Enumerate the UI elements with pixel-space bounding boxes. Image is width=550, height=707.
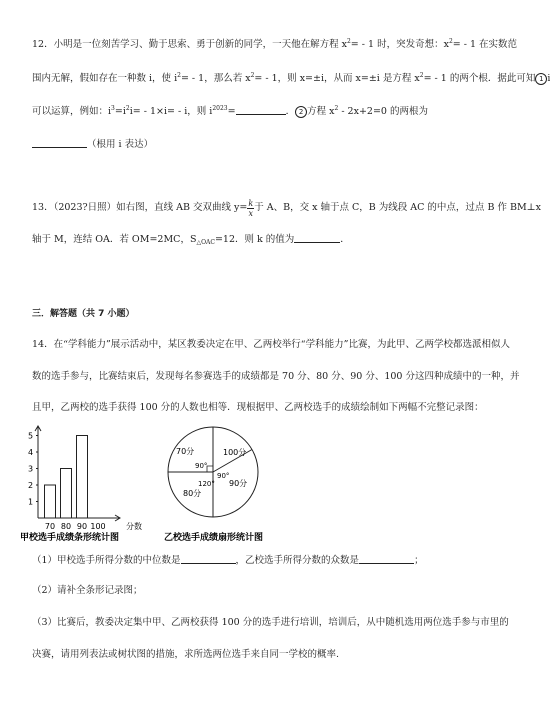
- y-tick-label: 3: [28, 464, 34, 474]
- circled-number-1: 1: [535, 73, 547, 85]
- bar-80: [61, 469, 72, 519]
- pie-caption: 乙校选手成绩扇形统计图: [164, 533, 264, 543]
- bar-90: [77, 436, 88, 519]
- pie-label-100: 100分: [223, 448, 247, 457]
- q14-sub-1: （1）甲校选手所得分数的中位数是 ，乙校选手所得分数的众数是 ；: [32, 555, 424, 566]
- bar-chart: [20, 422, 170, 547]
- q12-line-3: 可以运算，例如：$i^3=i^2i= - 1\times i= - i$，则 $i^{2023}=$ ． 2 方程 $x^2 - 2x+2=0$ 的两根为: [32, 105, 428, 117]
- pie-angle-90-b: 90°: [217, 472, 230, 480]
- q14-line-3: 且甲，乙两校的选手获得 100 分的人数也相等．现根据甲、乙两校选手的成绩绘制如下两幅不完整记录图：: [32, 402, 484, 413]
- bar-70: [45, 485, 56, 518]
- pie-label-80: 80分: [183, 489, 202, 498]
- bar-caption: 甲校选手成绩条形统计图: [20, 533, 120, 543]
- answer-blank[interactable]: [236, 104, 286, 115]
- q14-sub-3-line-1: （3）比赛后，教委决定集中甲、乙两校获得 100 分的选手进行培训，培训后，从中随机选用两位选手参与市里的: [32, 617, 509, 628]
- x-tick-label: 90: [76, 522, 88, 531]
- pie-label-90: 90分: [229, 479, 248, 488]
- q12-line-2: 围内无解，假如存在一种数 i，使 $i^2= - 1$，那么若 $x^2= - 1$，则 x=±i，从而 x=±i 是方程 $x^2= - 1$ 的两个根．据此可知 1 i: [32, 72, 550, 84]
- answer-blank[interactable]: [359, 553, 414, 564]
- pie-angle-120: 120°: [198, 480, 215, 488]
- answer-blank[interactable]: [181, 553, 236, 564]
- x-tick-label: 100: [90, 522, 106, 531]
- x-tick-label: 80: [60, 522, 72, 531]
- q14-sub-3-line-2: 决赛，请用列表法或树状图的措施，求所选两位选手来自同一学校的概率.: [32, 649, 340, 660]
- answer-blank[interactable]: [294, 232, 340, 243]
- circled-number-2: 2: [295, 106, 307, 118]
- fraction-k-over-x: $\frac{k}{x}$: [248, 199, 254, 218]
- y-tick-label: 5: [28, 431, 34, 441]
- x-tick-label: 70: [44, 522, 56, 531]
- right-angle-mark: [207, 466, 213, 472]
- pie-angle-90-a: 90°: [195, 462, 208, 470]
- q13-line-1: 13．（2023?日照）如右图，直线 AB 交双曲线 y= $\frac{k}{x}$ 于 A、B，交 x 轴于点 C，B 为线段 AC 的中点，过点 B 作 BM⊥x: [32, 199, 541, 218]
- q12-line-4: （根用 i 表达）: [32, 137, 153, 151]
- q12-line-1: 12．小明是一位刻苦学习、勤于思索、勇于创新的同学，一天他在解方程 $x^2= - 1$ 时，突发奇想：$x^2= - 1$ 在实数范: [32, 38, 518, 50]
- pie-label-70: 70分: [176, 447, 195, 456]
- q14-line-1: 14．在“学科能力”展示活动中，某区教委决定在甲、乙两校举行“学科能力”比赛，为此甲、乙两学校都选派相似人: [32, 339, 511, 350]
- x-axis-unit: 分数: [126, 522, 142, 531]
- y-tick-label: 4: [28, 448, 34, 457]
- answer-blank[interactable]: [32, 137, 87, 148]
- q14-line-2: 数的选手参与，比赛结束后，发现每名参赛选手的成绩都是 70 分、80 分、90 分、100 分这四种成绩中的一种，并: [32, 371, 520, 382]
- q14-sub-2: （2）请补全条形记录图；: [32, 585, 143, 596]
- q13-line-2: 轴于 M，连结 OA．若 OM=2MC，$S_{\triangle OAC}=12$．则 k 的值为 ．: [32, 234, 350, 246]
- section-heading: 三．解答题（共 7 小题）: [32, 309, 135, 319]
- y-tick-label: 2: [28, 481, 34, 490]
- pie-chart: [158, 422, 278, 550]
- y-tick-label: 1: [28, 497, 34, 507]
